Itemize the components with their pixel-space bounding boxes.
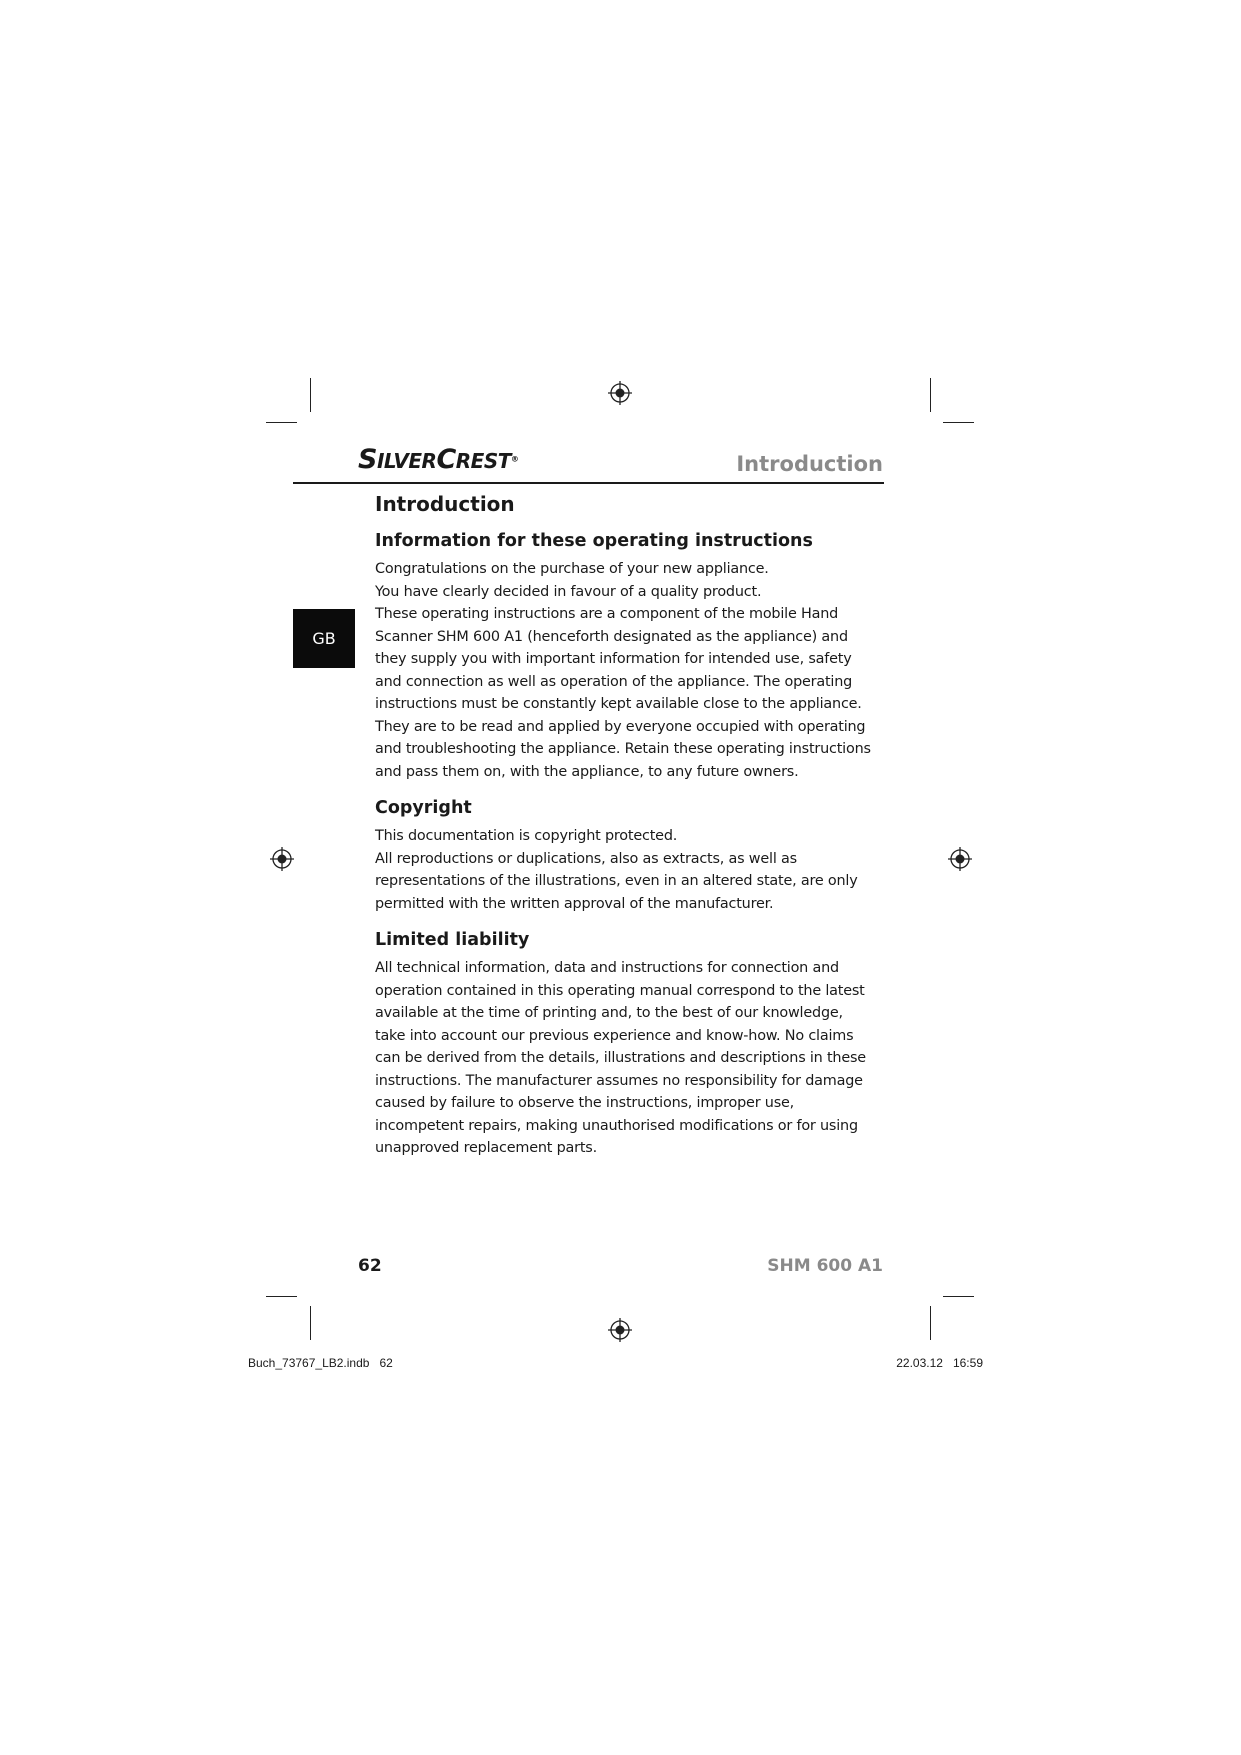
paragraph: This documentation is copyright protected. [375, 828, 678, 844]
registration-mark-icon [608, 1318, 632, 1342]
page-body [375, 490, 875, 1160]
crop-mark [930, 378, 931, 412]
section-heading: Limited liability [375, 930, 530, 950]
running-header-title: Introduction [736, 452, 883, 476]
paragraph: You have clearly decided in favour of a quality product. [375, 583, 762, 600]
crop-mark [943, 422, 974, 423]
crop-mark [266, 1296, 297, 1297]
print-slug-file: Buch_73767_LB2.indb 62 [248, 1356, 393, 1370]
model-number: SHM 600 A1 [767, 1256, 883, 1276]
crop-mark [943, 1296, 974, 1297]
registration-mark-icon [948, 847, 972, 871]
section-heading: Copyright [375, 798, 472, 818]
print-slug-datetime: 22.03.12 16:59 [896, 1356, 983, 1370]
brand-logo: SILVERCREST® [358, 444, 519, 475]
language-tab: GB [293, 609, 355, 668]
page-title: Introduction [375, 492, 515, 516]
crop-mark [930, 1306, 931, 1340]
registration-mark-icon [608, 381, 632, 405]
crop-mark [310, 1306, 311, 1340]
crop-mark [310, 378, 311, 412]
paragraph: All technical information, data and instructions for connection and operation contained in this operating manual correspond to the latest available at the time of printing and, to the best of our knowledge, take into account our previous experience and know-how. No claims can be derived from the details, illustrations and descriptions in these instructions. The manufacturer assumes no responsibility for damage caused by failure to observe the instructions, improper use, incompetent repairs, making unauthorised modifications or for using unapproved replacement parts. [375, 960, 866, 1156]
header-divider [293, 482, 884, 484]
crop-mark [266, 422, 297, 423]
paragraph: These operating instructions are a component of the mobile Hand Scanner SHM 600 A1 (henceforth designated as the appliance) and they supply you with important information for intended use, safety and connection as well as operation of the appliance. The operating instructions must be constantly kept available close to the appliance. They are to be read and applied by everyone occupied with operating and troubleshooting the appliance. Retain these operating instructions and pass them on, with the appliance, to any future owners. [375, 606, 871, 780]
paragraph: All reproductions or duplications, also as extracts, as well as representations of the illustrations, even in an altered state, are only permitted with the written approval of the manufacturer. [375, 850, 858, 912]
section-heading: Information for these operating instructions [375, 531, 813, 551]
registration-mark-icon [270, 847, 294, 871]
paragraph: Congratulations on the purchase of your new appliance. [375, 561, 769, 577]
page-number: 62 [358, 1256, 382, 1276]
